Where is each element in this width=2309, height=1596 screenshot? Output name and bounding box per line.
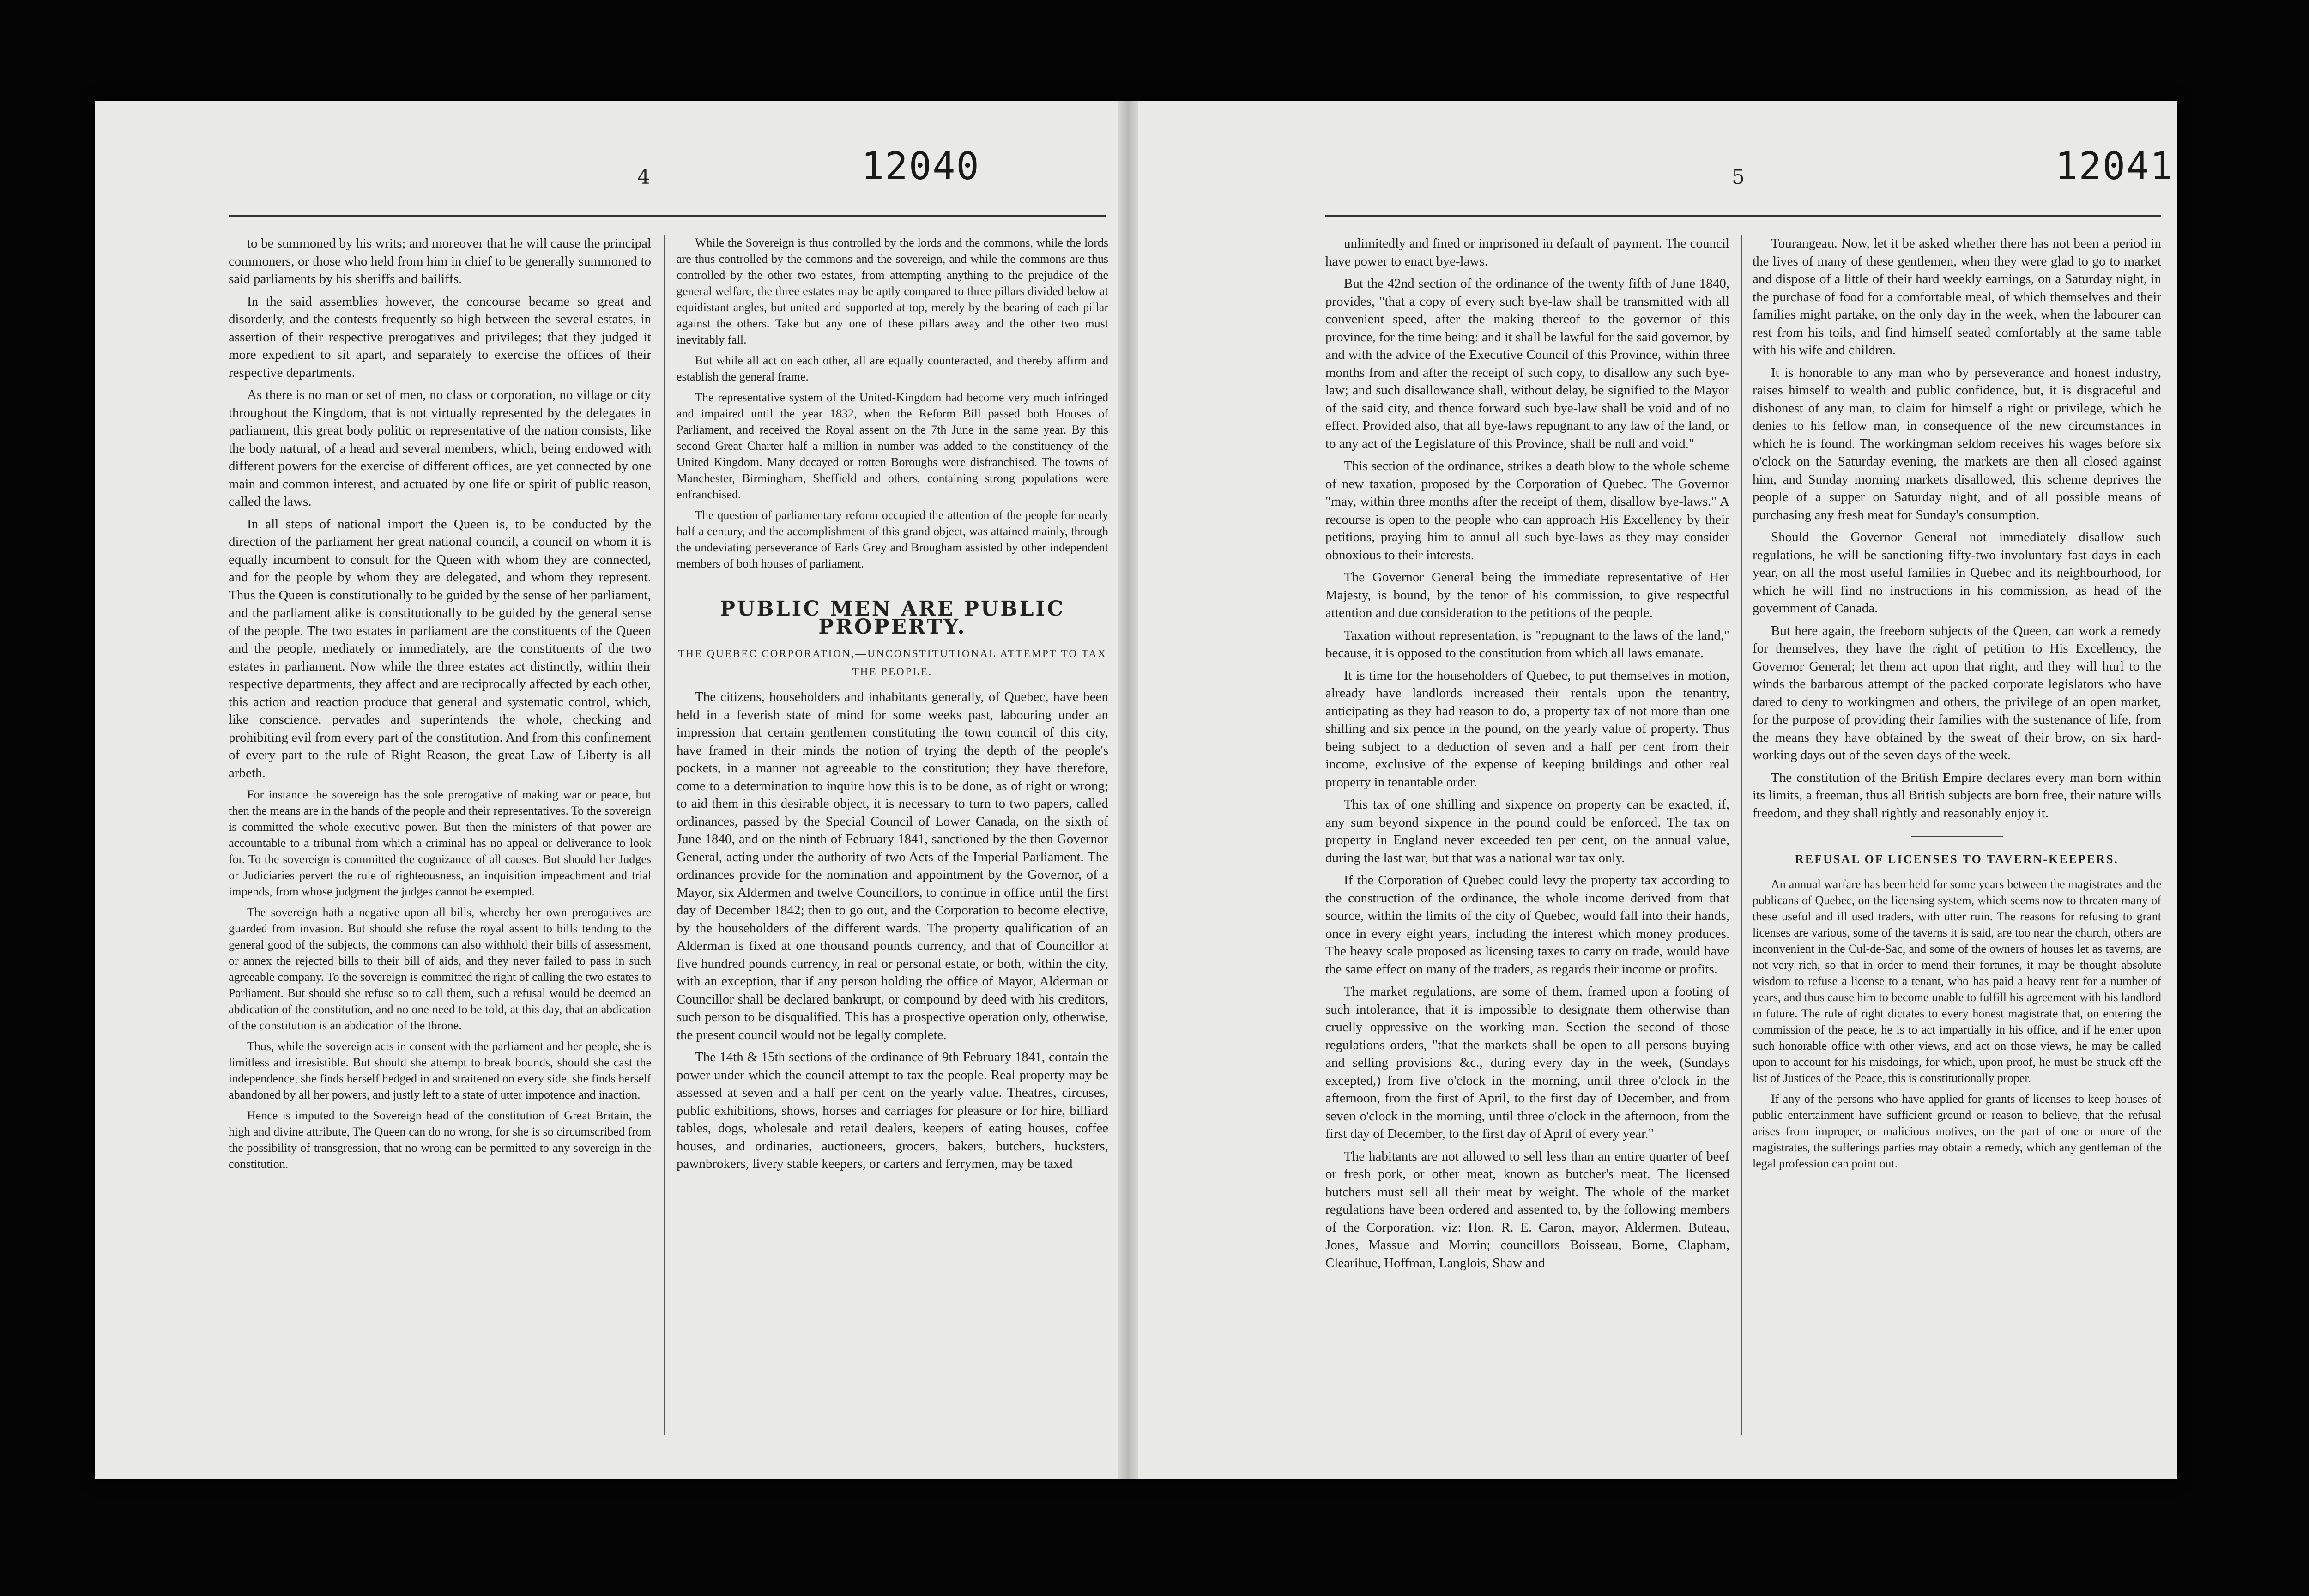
paragraph: The citizens, householders and inhabitants generally, of Quebec, have been held in a feverish state of mind for some weeks past, labouring under an impression that certain gentlemen constituting the town council of this city, have framed in their minds the notion of trying the depth of the people's pockets, in a manner not agreeable to the constitution; they have therefore, come to a determination to inquire how this is to be done, as of right or wrong; to aid them in this desirable object, it is necessary to turn to two papers, called ordinances, passed by the Special Council of Lower Canada, on the sixth of June 1840, and on the ninth of February 1841, sanctioned by the then Governor General, acting under the authority of two Acts of the Imperial Parliament. The ordinances provide for the nomination and appointment by the Governor, of a Mayor, six Aldermen and twelve Councillors, to continue in office until the first day of December 1842; then to go out, and the Corporation to become elective, by the householders of the different wards. The property qualification of an Alderman is fixed at one thousand pounds currency, and that of Councillor at five hundred pounds currency, in real or personal estate, or both, within the city, with an exception, that if any person holding the office of Mayor, Alderman or Councillor shall be declared bankrupt, or compound by deed with his creditors, such person to be disqualified. This has a prospective operation only, otherwise, the present council would not be legally complete. <box>677 689 1108 1042</box>
paragraph: For instance the sovereign has the sole prerogative of making war or peace, but then the means are in the hands of the people and their representatives. To the sovereign is committed the whole executive power. But then the ministers of that power are accountable to a tribunal from which a criminal has no appeal or deliverance to look for. To the sovereign is committed the cognizance of all causes. But should her Judges or Judiciaries pervert the rule of righteousness, an inquisition impeachment and trial impends, from whose judgment the judges cannot be exempted. <box>229 788 651 898</box>
paragraph: The habitants are not allowed to sell less than an entire quarter of beef or fresh pork, or other meat, known as butcher's meat. The licensed butchers must sell all their meat by weight. The whole of the market regulations have been ordered and assented to, by the following members of the Corporation, viz: Hon. R. E. Caron, mayor, Aldermen, Buteau, Jones, Massue and Morrin; councillors Boisseau, Borne, Clapham, Clearihue, Hoffman, Langlois, Shaw and <box>1325 1149 1729 1270</box>
paragraph: The representative system of the United-Kingdom had become very much infringed and impaired until the year 1832, when the Reform Bill passed both Houses of Parliament, and received the Royal assent on the 7th June in the same year. By this second Great Charter half a million in number was added to the constituency of the United Kingdom. Many decayed or rotten Boroughs were disfranchised. The towns of Manchester, Birmingham, Sheffield and others, containing strong populations were enfranchised. <box>677 391 1108 501</box>
paragraph: This tax of one shilling and sixpence on property can be exacted, if, any sum beyond sixpence in the pound could be enforced. The tax on property in England never exceeded ten per cent, on the annual value, during the last war, but that was a national war tax only. <box>1325 797 1729 865</box>
page-right <box>1131 101 2177 1479</box>
page-number: 5 <box>1732 165 1745 189</box>
paragraph: It is time for the householders of Quebec, to put themselves in motion, already have landlords increased their rentals upon the tenantry, anticipating as they had reason to do, a property tax of not more than one shilling and six pence in the pound, on the yearly value of property. Thus being subject to a deduction of seven and a half per cent from their income, exclusive of the expense of keeping buildings and other real property in tenantable order. <box>1325 668 1729 790</box>
paragraph: But here again, the freeborn subjects of the Queen, can work a remedy for themselves, they have the right of petition to His Excellency, the Governor General; let them act upon that right, and they will hurl to the winds the barbarous attempt of the packed corporate legislators who have dared to deny to workingmen and others, the privilege of an open market, for the purpose of providing their families with the sustenance of life, from the means they have obtained by the sweat of their brow, on six hard-working days out of the seven days of the week. <box>1753 623 2161 762</box>
paragraph: Hence is imputed to the Sovereign head of the constitution of Great Britain, the high and divine attribute, The Queen can do no wrong, for she is so circumscribed from the possibility of transgression, that no wrong can be permitted to any sovereign in the constitution. <box>229 1109 651 1171</box>
paragraph: The market regulations, are some of them, framed upon a footing of such intolerance, that it is impossible to designate them otherwise than cruelly oppressive on the working man. Section the second of those regulations orders, "that the markets shall be open to all persons buying and selling provisions &c., during every day in the week, (Sundays excepted,) from five o'clock in the morning, until three o'clock in the afternoon, from the first of April, to the first day of December, and from seven o'clock in the morning, until three o'clock in the afternoon, from the first day of December, to the first day of April of every year." <box>1325 984 1729 1141</box>
paragraph: Tourangeau. Now, let it be asked whether there has not been a period in the lives of many of these gentlemen, when they were glad to go to market and dispose of a little of their hard weekly earnings, on a Saturday night, in the purchase of food for a comfortable meal, of which themselves and their families might partake, on the only day in the week, when the labourer can rest from his toils, and find himself seated comfortably at the same table with his wife and children. <box>1753 236 2161 357</box>
page-number: 4 <box>637 165 650 189</box>
paragraph: unlimitedly and fined or imprisoned in default of payment. The council have power to enact bye-laws. <box>1325 236 1729 269</box>
paragraph: An annual warfare has been held for some years between the magistrates and the publicans of Quebec, on the licensing system, which seems now to threaten many of these useful and ill used traders, with utter ruin. The reasons for refusing to grant licenses are various, some of the taverns it is said, are too near the church, others are inconvenient in the Cul-de-Sac, and some of the owners of houses let as taverns, are not very rich, so that in order to mend their fortunes, it may be thought absolute wisdom to refuse a license to a tenant, who has paid a heavy rent for a number of years, and thus cause him to become unable to fulfill his agreement with his landlord in future. The rule of right dictates to every honest magistrate that, on entering the commission of the peace, he is to act impartially in his office, and if he enter upon such honorable office with other views, and act on those views, he may be called upon to account for his misdoings, for which, upon proof, he must be struck off the list of Justices of the Peace, this is constitutionally proper. <box>1753 877 2161 1085</box>
paragraph: In the said assemblies however, the concourse became so great and disorderly, and the contests frequently so high between the several estates, in assertion of their respective prerogatives and privileges; that they judged it more expedient to sit apart, and separately to exercise the offices of their respective departments. <box>229 294 651 380</box>
paragraph: But the 42nd section of the ordinance of the twenty fifth of June 1840, provides, "that a copy of every such bye-law shall be transmitted with all convenient speed, after the making thereof to the governor of this province, for the time being: and it shall be lawful for the said governor, by and with the advice of the Executive Council of this Province, within three months from and after the receipt of such copy, to disallow any such bye-law; and such disallowance shall, without delay, be signified to the Mayor of the said city, and thence forward such bye-law shall be void and of no effect. Provided also, that all bye-laws repugnant to any law of the land, or to any act of the Legislature of this Province, shall be null and void." <box>1325 276 1729 451</box>
header-rule <box>1325 215 2161 217</box>
archive-number: 12040 <box>861 145 980 188</box>
paragraph: If any of the persons who have applied for grants of licenses to keep houses of public entertainment have sufficient ground or reason to believe, that the refusal arises from improper, or malicious motives, on the part of one or more of the magistrates, the sufferings parties may obtain a remedy, which any gentleman of the legal profession can point out. <box>1753 1092 2161 1170</box>
paragraph: Thus, while the sovereign acts in consent with the parliament and her people, she is limitless and irresistible. But should she attempt to break bounds, should she cast the independence, she finds herself hedged in and straitened on every side, she finds herself abandoned by all her powers, and justly left to a state of utter impotence and inaction. <box>229 1040 651 1101</box>
paragraph: The constitution of the British Empire declares every man born within its limits, a freeman, thus all British subjects are born free, their nature wills freedom, and they shall rightly and reasonably enjoy it. <box>1753 770 2161 821</box>
section-heading: REFUSAL OF LICENSES TO TAVERN-KEEPERS. <box>1795 852 2119 866</box>
column-right-2 <box>1753 235 2161 1435</box>
column-divider <box>1741 235 1742 1435</box>
document-spread <box>95 101 2177 1479</box>
page-left <box>95 101 1124 1479</box>
paragraph: This section of the ordinance, strikes a death blow to the whole scheme of new taxation, proposed by the Corporation of Quebec. The Governor "may, within three months after the receipt of them, disallow bye-laws." A recourse is open to the people who can approach His Excellency by their petitions, praying him to annul all such bye-laws as they may consider obnoxious to their interests. <box>1325 459 1729 562</box>
column-left-1 <box>229 235 651 1435</box>
paragraph: The 14th & 15th sections of the ordinance of 9th February 1841, contain the power under which the council attempt to tax the people. Real property may be assessed at seven and a half per cent on the yearly value. Theatres, circuses, public exhibitions, shows, horses and carriages for pleasure or for hire, billiard tables, dogs, wholesale and retail dealers, keepers of eating houses, coffee houses, and ordinaries, auctioneers, grocers, bakers, butchers, hucksters, pawnbrokers, livery stable keepers, or carters and ferrymen, may be taxed <box>677 1050 1108 1171</box>
header-rule <box>229 215 1106 217</box>
paragraph: to be summoned by his writs; and moreover that he will cause the principal commoners, or those who held from him in chief to be generally summoned to said parliaments by his sheriffs and bailiffs. <box>229 236 651 286</box>
column-right-1 <box>1325 235 1729 1435</box>
paragraph: Taxation without representation, is "repugnant to the laws of the land," because, it is opposed to the constitution from which all laws emanate. <box>1325 628 1729 660</box>
archive-number: 12041 <box>2055 145 2174 188</box>
paragraph: It is honorable to any man who by perseverance and honest industry, raises himself to wealth and public confidence, but, it is disgraceful and dishonest of any man, to claim for himself a right or privilege, which he denies to his fellow man, in consequence of the new circumstances in which he is found. The workingman seldom receives his wages before six o'clock on the Saturday evening, the markets are then all closed against him, and Sunday morning markets disallowed, this scheme deprives the people of a supper on Saturday night, and of all possible means of purchasing any fresh meat for Sunday's consumption. <box>1753 365 2161 522</box>
column-divider <box>664 235 665 1435</box>
section-rule <box>1911 836 2003 837</box>
paragraph: The question of parliamentary reform occupied the attention of the people for nearly half a century, and the accomplishment of this grand object, was attained mainly, through the undeviating perseverance of Earls Grey and Brougham assisted by other independent members of both houses of parliament. <box>677 508 1108 570</box>
paragraph: But while all act on each other, all are equally counteracted, and thereby affirm and establish the general frame. <box>677 354 1108 383</box>
paragraph: The Governor General being the immediate representative of Her Majesty, is bound, by the tenor of his commission, to give respectful attention and due consideration to the petitions of the people. <box>1325 570 1729 620</box>
paragraph: In all steps of national import the Queen is, to be conducted by the direction of the parliament her great national council, a council on whom it is equally incumbent to consult for the Queen with whom they are connected, and for the people by whom they are delegated, and whom they represent. Thus the Queen is constitutionally to be guided by the sense of her parliament, and the parliament alike is constitutionally to be guided by the general sense of the people. The two estates in parliament are the constituents of the Queen and the people, mediately or immediately, are the constituents of the two estates in parliament. Now while the three estates act distinctly, within their respective departments, they affect and are reciprocally affected by each other, this action and reaction produce that general and systematic control, which, like conscience, pervades and superintends the whole, checking and prohibiting evil from every part of the constitution. And from this confinement of every part to the rule of Right Reason, the great Law of Liberty is all arbeth. <box>229 516 651 780</box>
section-subheading: THE QUEBEC CORPORATION,—UNCONSTITUTIONAL ATTEMPT TO TAX THE PEOPLE. <box>678 648 1107 677</box>
paragraph: As there is no man or set of men, no class or corporation, no village or city throughout the Kingdom, that is not virtually represented by the delegates in parliament, this great body politic or representative of the nation consists, like the body natural, of a head and several members, which, being endowed with different powers for the exercise of different offices, are yet connected by one main and common interest, and actuated by one life or spirit of public reason, called the laws. <box>229 387 651 509</box>
paragraph: While the Sovereign is thus controlled by the lords and the commons, while the lords are thus controlled by the commons and the sovereign, and while the commons are thus controlled by the other two estates, from attempting anything to the prejudice of the general welfare, the three estates may be aptly compared to three pillars divided below at equidistant angles, but united and supported at top, merely by the bearing of each pillar against the others. Take but any one of these pillars away and the other two must inevitably fall. <box>677 236 1108 346</box>
paragraph: Should the Governor General not immediately disallow such regulations, he will be sanctioning fifty-two involuntary fast days in each year, on all the most useful families in Quebec and its neighbourhood, for which he will find no instructions in his commission, as head of the government of Canada. <box>1753 530 2161 616</box>
column-left-2 <box>677 235 1108 1435</box>
paragraph: If the Corporation of Quebec could levy the property tax according to the construction of the ordinance, the whole income derived from that source, within the limits of the city of Quebec, would fall into their hands, once in every eight years, including the interest which money produces. The heavy scale proposed as licensing taxes to carry on trade, would have the same effect on many of the traders, as regards their income or profits. <box>1325 873 1729 977</box>
paragraph: The sovereign hath a negative upon all bills, whereby her own prerogatives are guarded from invasion. But should she refuse the royal assent to bills tending to the general good of the subjects, the commons can also withhold their bills of assessment, or annex the rejected bills to their bill of aids, and they never failed to pass in such agreeable company. To the sovereign is committed the right of calling the two estates to Parliament. But should she refuse so to call them, such a refusal would be deemed an abdication of the constitution, and no one need to be told, at this day, that an abdication of the constitution is an abdication of the throne. <box>229 906 651 1032</box>
section-heading: PUBLIC MEN ARE PUBLIC PROPERTY. <box>719 597 1065 639</box>
